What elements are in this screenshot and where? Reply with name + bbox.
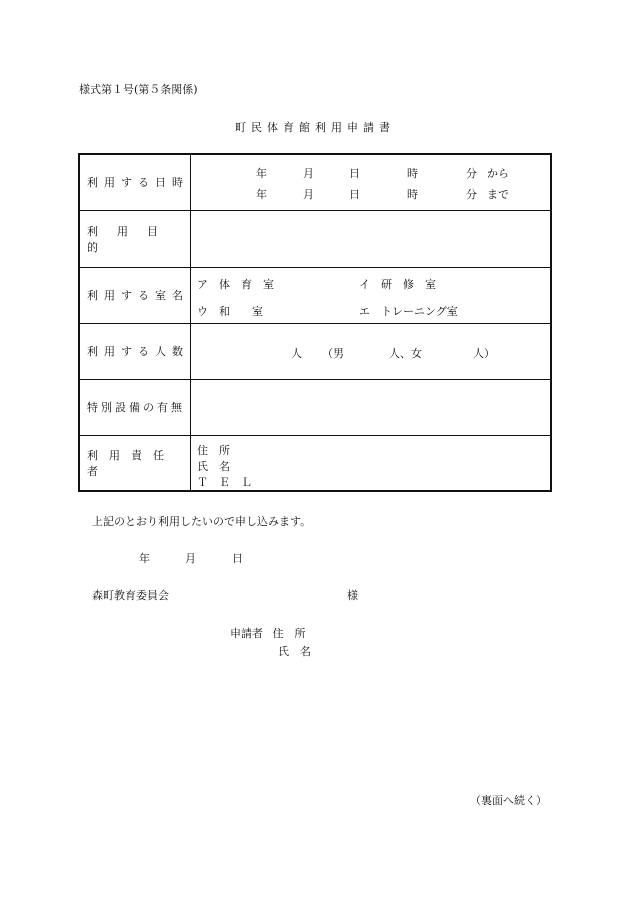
date-day: 日 [232,552,243,565]
continued-note: （裏面へ続く） [470,794,547,807]
room-option-a[interactable]: ア 体 育 室 [197,277,274,291]
dt-minute-1: 分 [466,167,477,180]
field-purpose[interactable] [191,210,552,267]
form-title: 町民体育館利用申請書 [235,121,395,134]
dt-from: から [487,167,509,180]
label-purpose: 利用目的 [87,224,177,254]
statement: 上記のとおり利用したいので申し込みます。 [92,515,312,528]
people-female-label: 人、女 [389,346,422,360]
label-rooms: 利用する室名 [87,289,189,302]
applicant-address [230,625,306,641]
row-datetime [79,154,551,210]
recipient: 森町教育委員会 [92,589,169,602]
field-responsible[interactable] [191,435,552,491]
responsible-tel-label: Ｔ Ｅ Ｌ [197,475,252,489]
people-close: 人） [473,346,495,360]
responsible-address-label: 住 所 [197,443,230,457]
dt-month-2: 月 [303,188,314,201]
dt-hour-2: 時 [407,188,418,201]
row-responsible [79,435,551,491]
dt-year-2: 年 [256,188,267,201]
row-rooms [79,267,551,323]
date-month: 月 [185,552,196,565]
room-option-u[interactable]: ウ 和 室 [197,304,263,318]
dt-day-2: 日 [349,188,360,201]
applicant-address-label: 住 所 [272,627,306,640]
dt-minute-2: 分 [466,188,477,201]
date-year: 年 [139,552,150,565]
field-datetime[interactable] [191,154,552,210]
label-people: 利用する人数 [87,345,189,358]
application-table [78,153,552,492]
people-male-label: （男 [322,346,344,360]
row-equipment [79,379,551,435]
responsible-name-label: 氏 名 [197,459,230,473]
form-number: 様式第１号(第５条関係) [79,83,198,96]
dt-month-1: 月 [303,167,314,180]
field-rooms[interactable] [191,267,552,323]
applicant-name-label: 氏 名 [278,645,311,658]
room-option-e[interactable]: エ トレーニング室 [359,304,458,318]
honorific: 様 [347,589,358,602]
field-equipment[interactable] [191,379,552,435]
field-people[interactable] [191,323,552,379]
label-datetime: 利用する日時 [87,176,189,190]
dt-until: まで [487,188,509,201]
dt-hour-1: 時 [407,167,418,180]
people-total-unit: 人 [291,346,302,360]
dt-day-1: 日 [349,167,360,180]
room-option-i[interactable]: イ 研 修 室 [359,277,436,291]
label-responsible: 利用責任者 [87,448,175,478]
row-people [79,323,551,379]
label-equipment: 特別設備の有無 [87,401,185,414]
dt-year-1: 年 [256,167,267,180]
row-purpose [79,210,551,267]
applicant-label: 申請者 [230,627,263,640]
